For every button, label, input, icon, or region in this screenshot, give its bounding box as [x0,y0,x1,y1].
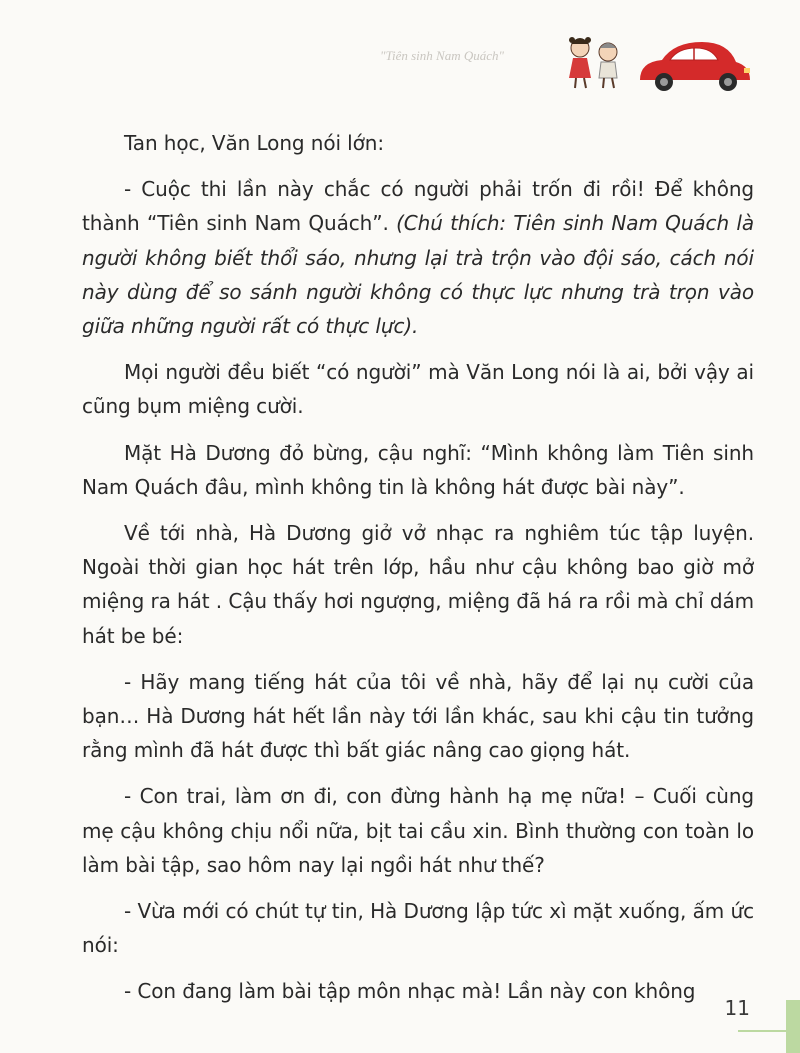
paragraph [82,355,754,423]
italic-note: (Chú thích: Tiên sinh Nam Quách là người không biết thổi sáo, nhưng lại trà trộn vào đội sáo, cách nói này dùng để so sánh người không có thực lực nhưng trà trọn vào giữa những người rất có thực lực). [82,211,754,339]
children-illustration-icon [569,37,617,88]
paragraph-text: - Vừa mới có chút tự tin, Hà Dương lập tức xì mặt xuống, ấm ức nói: [82,899,754,958]
paragraph [82,894,754,962]
main-text-block [82,126,754,1021]
paragraph [82,665,754,768]
paragraph [82,172,754,343]
header-illustration [430,28,760,98]
header-faint-text: "Tiên sinh Nam Quách" [380,48,504,63]
corner-decoration-horizontal [738,1030,800,1032]
paragraph-text: Về tới nhà, Hà Dương giở vở nhạc ra nghiêm túc tập luyện. Ngoài thời gian học hát trên lớp, hầu như cậu không bao giờ mở miệng ra hát . Cậu thấy hơi ngượng, miệng đã há ra rồi mà chỉ dám hát be bé: [82,521,754,648]
paragraph-text: - Con đang làm bài tập môn nhạc mà! Lần này con không [124,979,696,1004]
paragraph [82,779,754,882]
paragraph-text: - Cuộc thi lần này chắc có người phải trốn đi rồi! Để không thành “Tiên sinh Nam Quách”. [82,177,754,236]
corner-decoration-vertical [786,1000,800,1053]
paragraph [82,974,754,1008]
paragraph-text: - Hãy mang tiếng hát của tôi về nhà, hãy để lại nụ cười của bạn… Hà Dương hát hết lần này tới lần khác, sau khi cậu tin tưởng rằng mình đã hát được thì bất giác nâng cao giọng hát. [82,669,754,763]
paragraph-text: Mặt Hà Dương đỏ bừng, cậu nghĩ: “Mình không làm Tiên sinh Nam Quách đâu, mình không tin là không hát được bài này”. [82,440,754,499]
page-number: 11 [724,996,750,1020]
paragraph [82,516,754,653]
paragraph [82,126,754,160]
car-illustration-icon [640,42,750,91]
paragraph [82,436,754,504]
paragraph-text: Tan học, Văn Long nói lớn: [124,131,384,155]
paragraph-text: - Con trai, làm ơn đi, con đừng hành hạ mẹ nữa! – Cuối cùng mẹ cậu không chịu nổi nữa, bịt tai cầu xin. Bình thường con toàn lo làm bài tập, sao hôm nay lại ngồi hát như thế? [82,784,754,877]
paragraph-text: Mọi người đều biết “có người” mà Văn Long nói là ai, bởi vậy ai cũng bụm miệng cười. [82,360,754,419]
